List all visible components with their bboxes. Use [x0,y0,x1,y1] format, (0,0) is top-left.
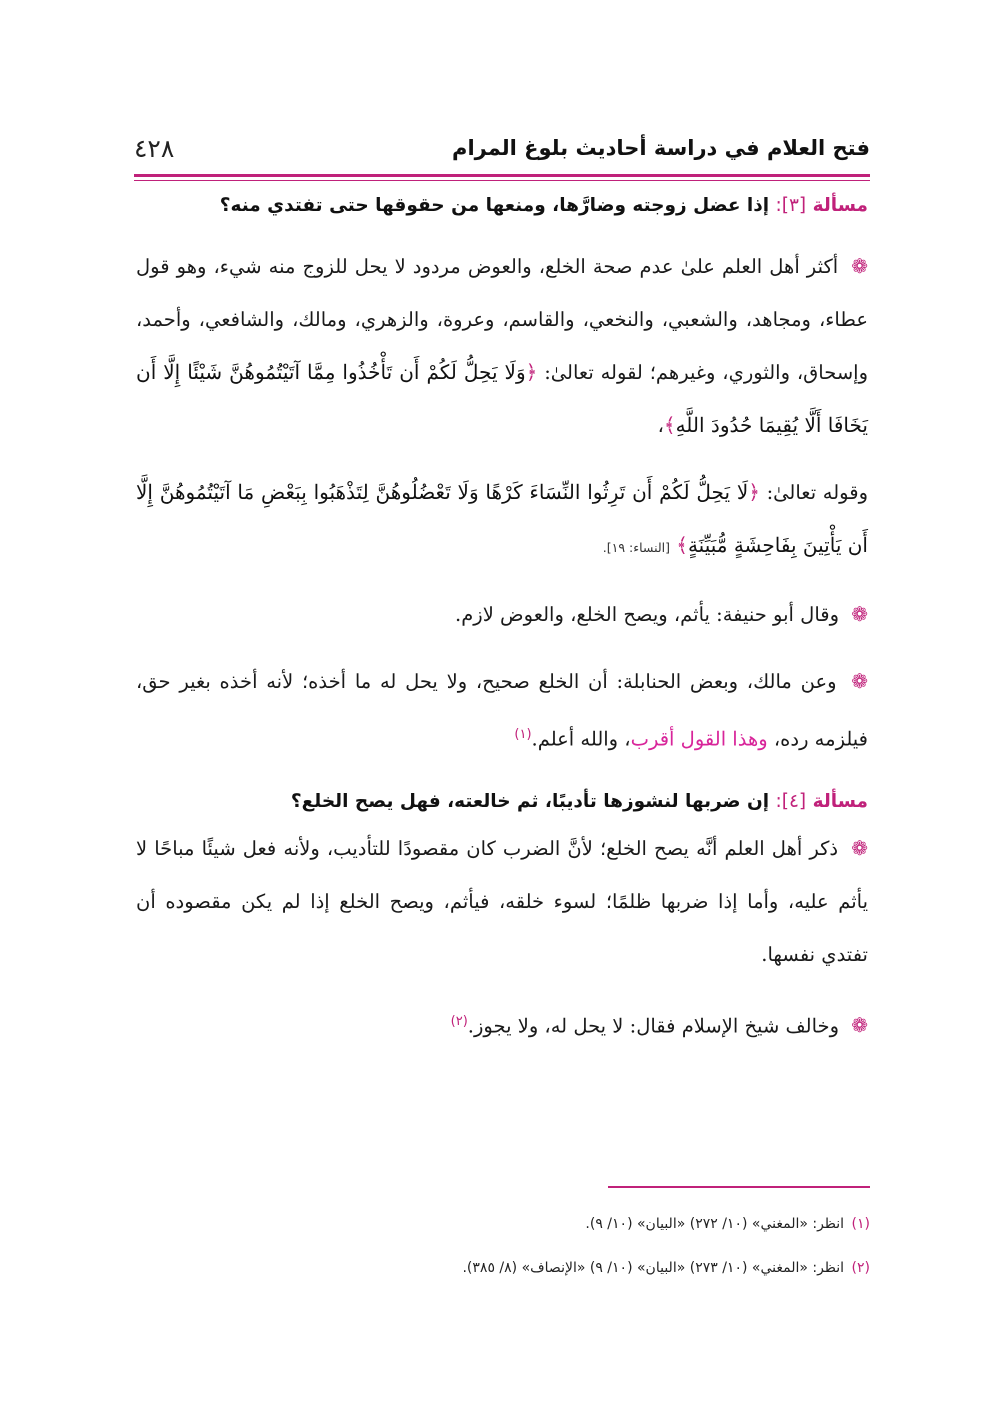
issue-question: إذا عضل زوجته وضارَّها، ومنعها من حقوقها حتى تفتدي منه؟ [219,195,770,216]
quran-verse [136,480,868,557]
paragraph-text: وخالف شيخ الإسلام فقال: لا يحل له، ولا يجوز. [467,1014,840,1037]
paragraph-abu-hanifa [136,588,868,641]
footnotes [136,1202,870,1290]
footnote-number: (١) [851,1216,870,1232]
paragraph-tail: ، [657,414,664,437]
footnote-text: انظر: «المغني» (١٠/ ٢٧٣) «البيان» (١٠/ ٩) «الإنصاف» (٨/ ٣٨٥). [462,1260,845,1276]
issue-heading-4 [136,782,868,822]
verse-open-bracket: ﴿ [748,480,760,504]
page-number: ٤٢٨ [134,133,175,163]
running-header [134,126,870,170]
paragraph-text: وقوله تعالىٰ: [759,481,868,504]
issue-question: إن ضربها لنشوزها تأديبًا، ثم خالعته، فهل يصح الخلع؟ [290,790,770,812]
header-rule-thick [134,174,870,177]
paragraph-shaykh-islam [136,995,868,1053]
issue-number: [٤]: [775,790,807,812]
footnote-marker[interactable]: (٢) [450,1013,468,1029]
paragraph-text: وقال أبو حنيفة: يأثم، ويصح الخلع، والعوض لازم. [455,603,840,626]
main-content [136,186,868,1052]
flower-ornament-icon: ❁ [851,254,868,278]
paragraph-discipline [136,822,868,981]
paragraph-text: أكثر أهل العلم علىٰ عدم صحة الخلع، والعوض مردود لا يحل للزوج منه شيء، وهو قول عطاء، ومجاهد، والشعبي، والنخعي، والقاسم، وعروة، والزهري، ومالك، والشافعي، وأحمد، وإسحاق، والثوري، وغيرهم؛ لقوله تعالىٰ: [136,255,868,384]
verse-text: وَلَا يَحِلُّ لَكُمْ أَن تَأْخُذُوا مِمَّا آتَيْتُمُوهُنَّ شَيْئًا إِلَّا أَن يَخَافَا أَلَّا يُقِيمَا حُدُودَ اللَّهِ [136,360,868,437]
footnote-number: (٢) [851,1260,870,1276]
flower-ornament-icon: ❁ [851,1013,868,1037]
flower-ornament-icon: ❁ [851,669,869,693]
paragraph-text: ذكر أهل العلم أنَّه يصح الخلع؛ لأنَّ الضرب كان مقصودًا للتأديب، ولأنه فعل شيئًا مباحًا لا يأثم عليه، وأما إذا ضربها ظلمًا؛ لسوء خلقه، فيأثم، ويصح الخلع إذا لم يكن مقصوده أن تفتدي نفسها. [136,836,868,966]
issue-heading-3 [136,186,868,226]
verse-reference: [النساء: ١٩]. [602,540,671,555]
verse-text: لَا يَحِلُّ لَكُمْ أَن تَرِثُوا النِّسَاءَ كَرْهًا وَلَا تَعْضُلُوهُنَّ لِتَذْهَبُوا بِبَعْضِ مَا آتَيْتُمُوهُنَّ إِلَّا أَن يَأْتِينَ بِفَاحِشَةٍ مُّبَيِّنَةٍ [136,480,868,557]
paragraph-majority-opinion [136,240,868,452]
header-rule-thin [134,180,870,181]
paragraph-malik [136,655,868,766]
flower-ornament-icon: ❁ [851,835,868,860]
footnote-marker[interactable]: (١) [514,727,532,742]
paragraph-text: وعن مالك، وبعض الحنابلة: أن الخلع صحيح، ولا يحل له ما أخذه؛ لأنه أخذه بغير حق، فيلزمه رده، [136,670,868,751]
footnote-separator [608,1186,870,1188]
verse-close-bracket: ﴾ [663,413,676,437]
footnote-text: انظر: «المغني» (١٠/ ٢٧٢) «البيان» (١٠/ ٩). [585,1216,845,1232]
footnote-2 [136,1246,870,1290]
preferred-opinion: وهذا القول أقرب [630,727,768,751]
issue-label: مسألة [812,790,868,812]
footnote-1 [136,1202,870,1246]
paragraph-tail: ، والله أعلم. [531,727,631,751]
flower-ornament-icon: ❁ [851,602,868,626]
verse-close-bracket: ﴾ [676,533,688,557]
book-title: فتح العلام في دراسة أحاديث بلوغ المرام [452,136,870,160]
issue-number: [٣]: [775,195,807,216]
paragraph-second-verse [136,466,868,574]
issue-label: مسألة [812,195,868,216]
verse-open-bracket: ﴿ [525,360,538,384]
